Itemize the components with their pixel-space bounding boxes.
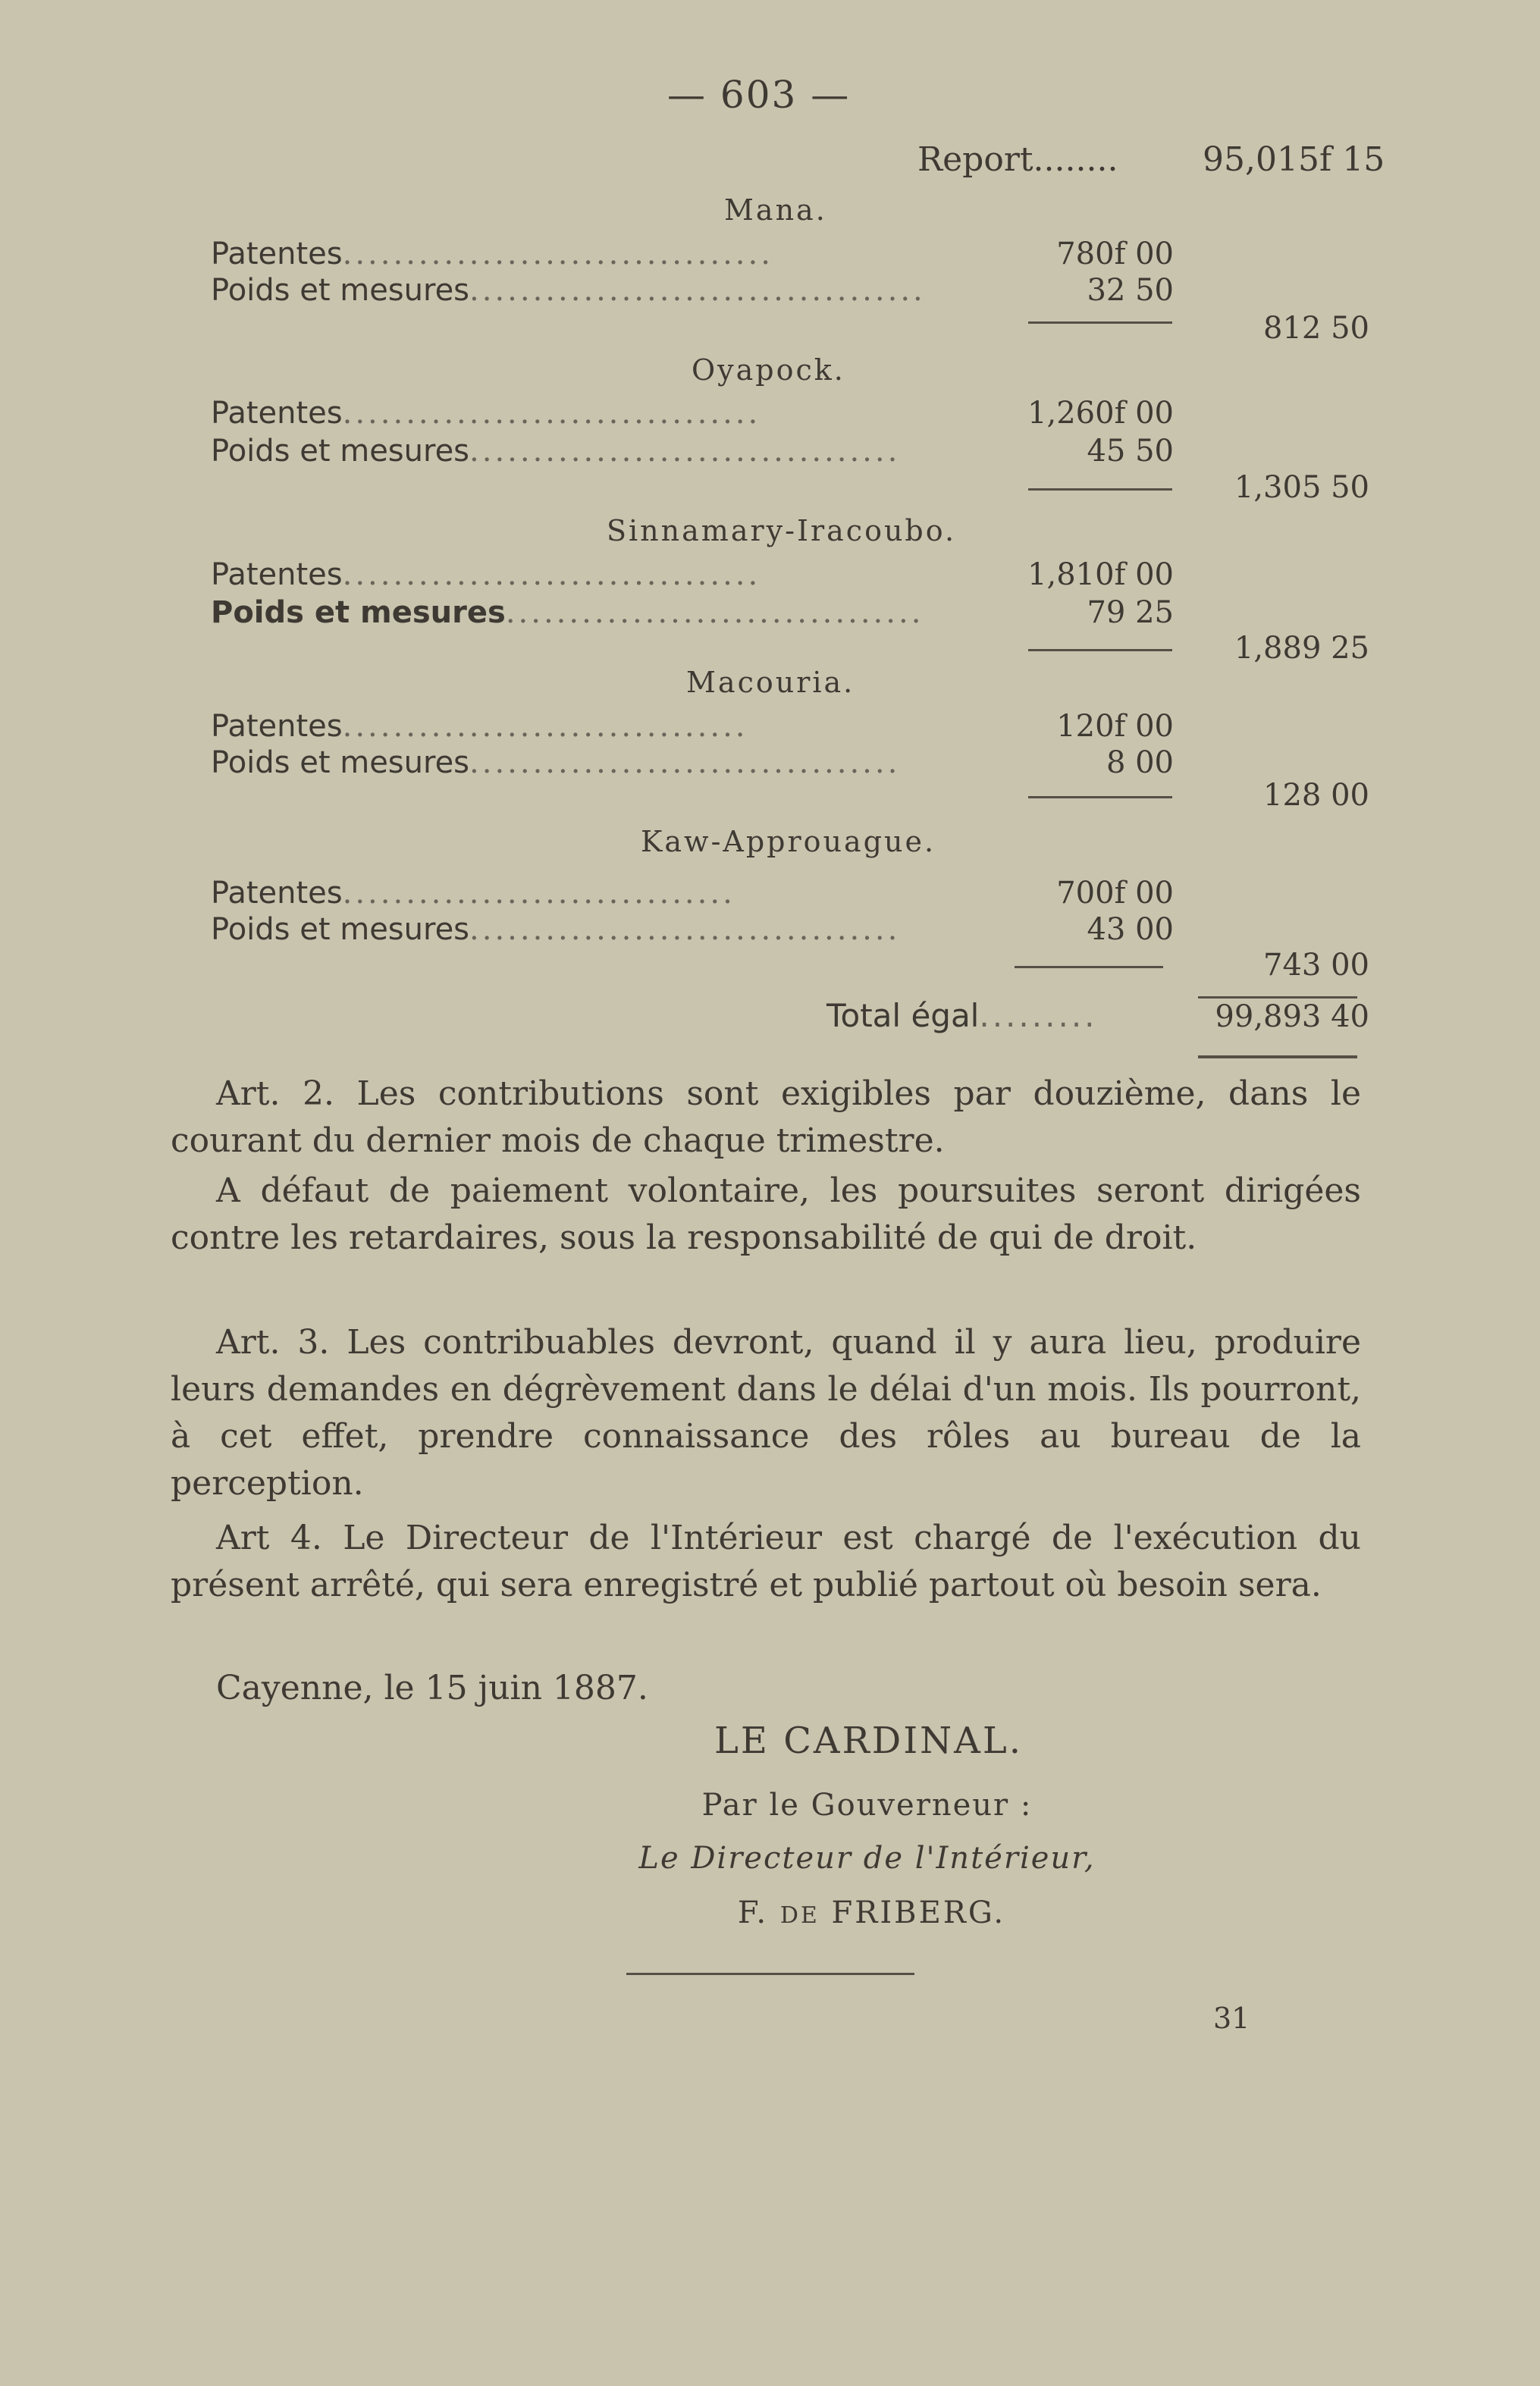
sum-rule [1028, 488, 1172, 491]
place-date [171, 1665, 1361, 1712]
row-label: Patentes [211, 709, 343, 744]
table-row [211, 709, 1174, 744]
report-amount: 95,015f 15 [1203, 140, 1385, 179]
total-rule-bottom [1198, 1055, 1357, 1058]
row-value: 8 00 [1106, 745, 1174, 780]
table-row [211, 237, 1174, 271]
report-dots: ........ [1033, 140, 1118, 179]
subtotal-mana: 812 50 [1263, 311, 1369, 346]
total-dots: ......... [979, 997, 1098, 1034]
article-3 [171, 1319, 1361, 1507]
row-value: 79 25 [1087, 595, 1174, 630]
sum-rule [1028, 321, 1172, 324]
row-dots: ................................. [342, 396, 761, 431]
row-dots: ................................. [342, 557, 761, 592]
total-amount: 99,893 40 [1215, 999, 1369, 1034]
total-rule-top [1198, 996, 1357, 999]
signature-line-4 [102, 1895, 1540, 1930]
row-dots: .................................. [342, 237, 773, 271]
row-dots: ................................ [342, 709, 748, 744]
table-row [211, 273, 1174, 308]
article-paragraph: Art. 3. Les contribuables devront, quand il y aura lieu, produire leurs demandes en dégrèvement dans le délai d'un mois. Ils pourront, à cet effet, prendre connaissance des rôles au bureau de la perception. [171, 1323, 1361, 1503]
row-value: 120f 00 [1056, 709, 1174, 744]
table-row [211, 396, 1174, 431]
article-paragraph: Art 4. Le Directeur de l'Intérieur est chargé de l'exécution du présent arrêté, qui sera enregistré et publié partout où besoin sera. [171, 1519, 1361, 1604]
article-paragraph: Art. 2. Les contributions sont exigibles par douzième, dans le courant du dernier mois de chaque trimestre. [171, 1074, 1361, 1160]
signature-name: LE CARDINAL. [714, 1720, 1023, 1762]
region-title-oyapock: Oyapock. [692, 353, 845, 387]
subtotal-oyapock: 1,305 50 [1234, 470, 1369, 505]
region-title-macouria: Macouria. [686, 666, 855, 699]
table-row [211, 595, 1174, 630]
row-label: Poids et mesures [211, 595, 506, 630]
region-title-sinnamary: Sinnamary-Iracoubo. [607, 514, 957, 547]
row-label: Patentes [211, 396, 343, 431]
sheet-number: 31 [1213, 2002, 1250, 2035]
row-value: 1,260f 00 [1027, 396, 1174, 431]
signature-surname: FRIBERG. [819, 1895, 1006, 1930]
region-title-mana: Mana. [724, 193, 827, 227]
report-label: Report [917, 140, 1033, 179]
article-2-continued [171, 1168, 1361, 1262]
table-row [211, 557, 1174, 592]
place-date-text: Cayenne, le 15 juin 1887. [216, 1669, 648, 1707]
subtotal-sinnamary: 1,889 25 [1234, 631, 1369, 666]
row-label: Poids et mesures [211, 912, 470, 947]
page-number: — 603 — [667, 73, 851, 117]
article-2 [171, 1071, 1361, 1165]
row-dots: ............................... [342, 876, 735, 911]
subtotal-kaw: 743 00 [1263, 948, 1369, 983]
row-label: Patentes [211, 876, 343, 911]
total-line [826, 997, 1098, 1034]
row-dots: .................................. [469, 745, 901, 780]
row-value: 45 50 [1087, 434, 1174, 469]
row-value: 780f 00 [1056, 237, 1174, 271]
end-rule [626, 1973, 914, 1975]
sum-rule [1015, 966, 1163, 968]
signature-line-3: Le Directeur de l'Intérieur, [638, 1841, 1096, 1876]
row-label: Poids et mesures [211, 434, 470, 469]
row-value: 32 50 [1087, 273, 1174, 308]
total-label: Total égal [826, 997, 980, 1034]
table-row [211, 876, 1174, 911]
row-label: Patentes [211, 237, 343, 271]
sum-rule [1028, 649, 1172, 651]
row-dots: .................................. [469, 912, 901, 947]
sum-rule [1028, 796, 1172, 798]
row-dots: ................................. [505, 595, 924, 630]
row-label: Poids et mesures [211, 273, 470, 308]
region-title-kaw: Kaw-Approuague. [641, 825, 936, 858]
table-row [211, 745, 1174, 780]
row-label: Poids et mesures [211, 745, 470, 780]
report-line [917, 140, 1385, 179]
signature-initial: F. [737, 1895, 780, 1930]
signature-particle: DE [779, 1902, 820, 1929]
row-dots: .................................... [469, 273, 926, 308]
article-paragraph: A défaut de paiement volontaire, les poursuites seront dirigées contre les retardaires, sous la responsabilité de qui de droit. [171, 1171, 1361, 1257]
table-row [211, 912, 1174, 947]
signature-line-2: Par le Gouverneur : [701, 1788, 1033, 1823]
row-value: 43 00 [1087, 912, 1174, 947]
table-row [211, 434, 1174, 469]
row-value: 1,810f 00 [1027, 557, 1174, 592]
article-4 [171, 1515, 1361, 1609]
row-label: Patentes [211, 557, 343, 592]
row-value: 700f 00 [1056, 876, 1174, 911]
subtotal-macouria: 128 00 [1263, 778, 1369, 813]
row-dots: .................................. [469, 434, 901, 469]
